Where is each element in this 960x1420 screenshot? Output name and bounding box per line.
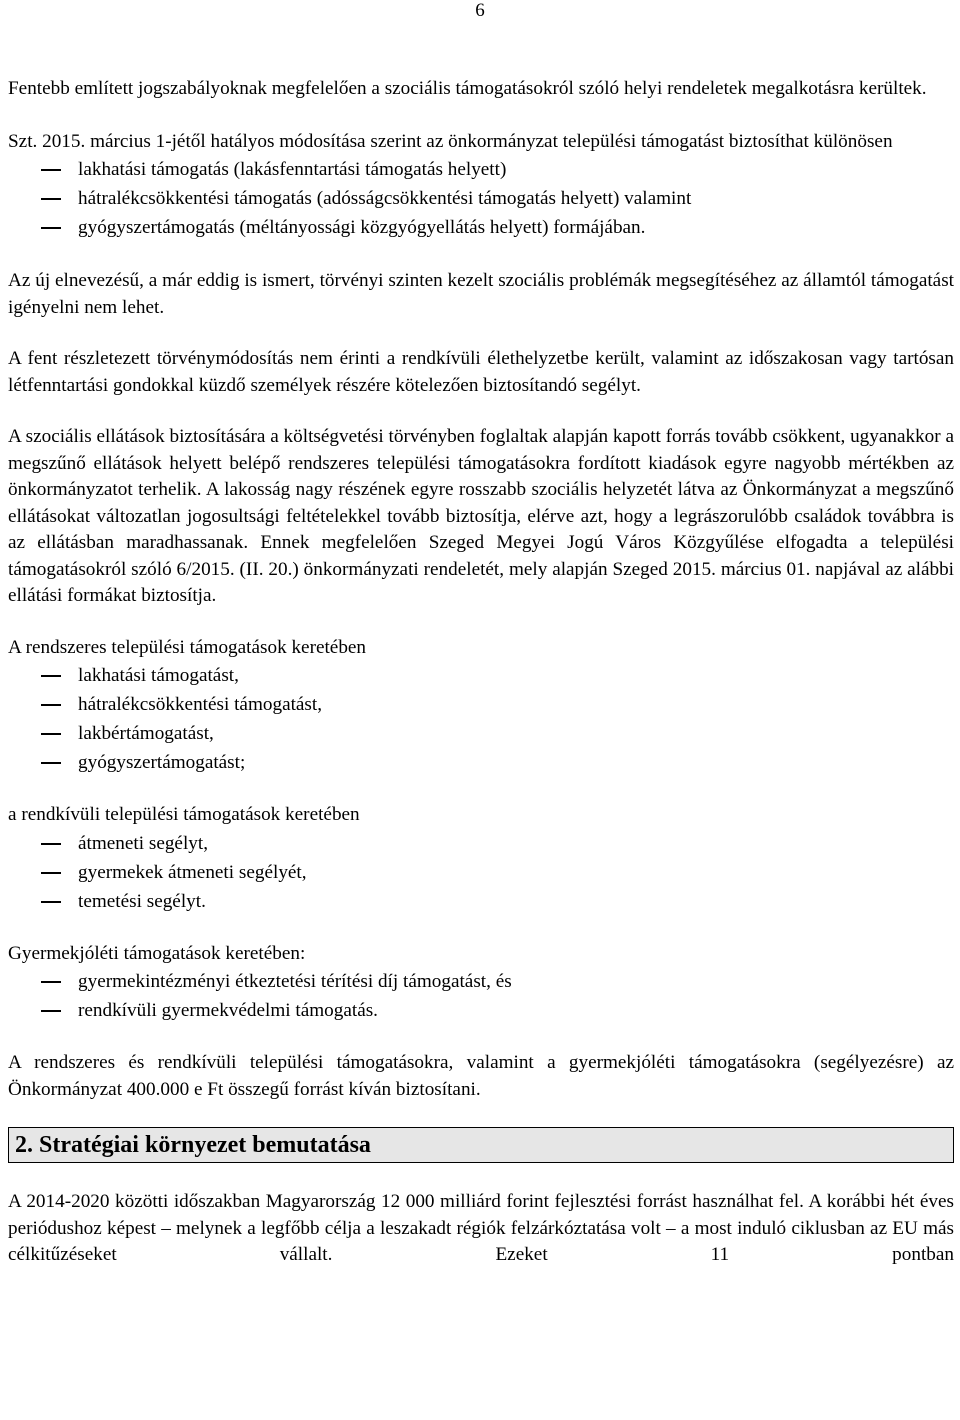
child-welfare-list: [8, 967, 954, 1025]
child-welfare-intro: Gyermekjóléti támogatások keretében:: [8, 942, 306, 964]
section-heading: [8, 1127, 954, 1163]
paragraph-2: Szt. 2015. március 1-jétől hatályos módosítása szerint az önkormányzat települési támogatást biztosíthat különösen: [8, 130, 893, 152]
list-item: gyermekek átmeneti segélyét,: [8, 858, 954, 887]
paragraph-7: A 2014-2020 közötti időszakban Magyarország 12 000 milliárd forint fejlesztési forrást használhat fel. A korábbi hét éves periódushoz képest – melynek a legfőbb célja a leszakadt régiók felzárkóztatása volt – a most induló ciklusban az EU más célkitűzéseket vállalt. Ezeket 11 pontban: [8, 1191, 954, 1265]
list-item: rendkívüli gyermekvédelmi támogatás.: [8, 996, 954, 1025]
paragraph-4: A fent részletezett törvénymódosítás nem érinti a rendkívüli élethelyzetbe került, valamint az időszakosan vagy tartósan létfenntartási gondokkal küzdő személyek részére kötelezően biztosítandó segélyt.: [8, 348, 954, 396]
list-item: gyógyszertámogatást;: [8, 748, 954, 777]
page-number: 6: [475, 0, 485, 21]
extraordinary-support-list: [8, 829, 954, 916]
document-body: [8, 76, 954, 1269]
support-forms-list: [8, 155, 954, 242]
paragraph-3: Az új elnevezésű, a már eddig is ismert, törvényi szinten kezelt szociális problémák megsegítéséhez az államtól támogatást igényelni nem lehet.: [8, 270, 954, 318]
list-item: gyógyszertámogatás (méltányossági közgyógyellátás helyett) formájában.: [8, 213, 954, 242]
list-item: temetési segélyt.: [8, 887, 954, 916]
list-item: hátralékcsökkentési támogatást,: [8, 690, 954, 719]
section-heading-text: 2. Stratégiai környezet bemutatása: [15, 1132, 371, 1158]
list-item: átmeneti segélyt,: [8, 829, 954, 858]
list-item: lakhatási támogatás (lakásfenntartási támogatás helyett): [8, 155, 954, 184]
extraordinary-support-intro: a rendkívüli települési támogatások keretében: [8, 804, 360, 825]
paragraph-5: A szociális ellátások biztosítására a költségvetési törvényben foglaltak alapján kapott forrás tovább csökkent, ugyanakkor a megszűnő ellátások helyett belépő rendszeres települési támogatásokra fordított kiadások egyre nagyobb mértékben az önkormányzatot terhelik. A lakosság nagy részének egyre rosszabb szociális helyzetét látva az Önkormányzat a megszűnő ellátásokat változatlan jogosultsági feltételekkel tovább biztosítja, elérve azt, hogy a legrászorulóbb családok továbbra is az ellátásban maradhassanak. Ennek megfelelően Szeged Megyei Jogú Város Közgyűlése elfogadta a települési támogatásokról szóló 6/2015. (II. 20.) önkormányzati rendeletét, mely alapján Szeged 2015. március 01. napjával az alábbi ellátási formákat biztosítja.: [8, 426, 954, 606]
list-item: hátralékcsökkentési támogatás (adósságcsökkentési támogatás helyett) valamint: [8, 184, 954, 213]
paragraph-6: A rendszeres és rendkívüli települési támogatásokra, valamint a gyermekjóléti támogatásokra (segélyezésre) az Önkormányzat 400.000 e Ft összegű forrást kíván biztosítani.: [8, 1052, 954, 1100]
paragraph-1: Fentebb említett jogszabályoknak megfelelően a szociális támogatásokról szóló helyi rendeletek megalkotásra kerültek.: [8, 78, 927, 99]
regular-support-list: [8, 661, 954, 777]
regular-support-intro: A rendszeres települési támogatások keretében: [8, 636, 367, 658]
list-item: lakbértámogatást,: [8, 719, 954, 748]
list-item: lakhatási támogatást,: [8, 661, 954, 690]
list-item: gyermekintézményi étkeztetési térítési díj támogatást, és: [8, 967, 954, 996]
